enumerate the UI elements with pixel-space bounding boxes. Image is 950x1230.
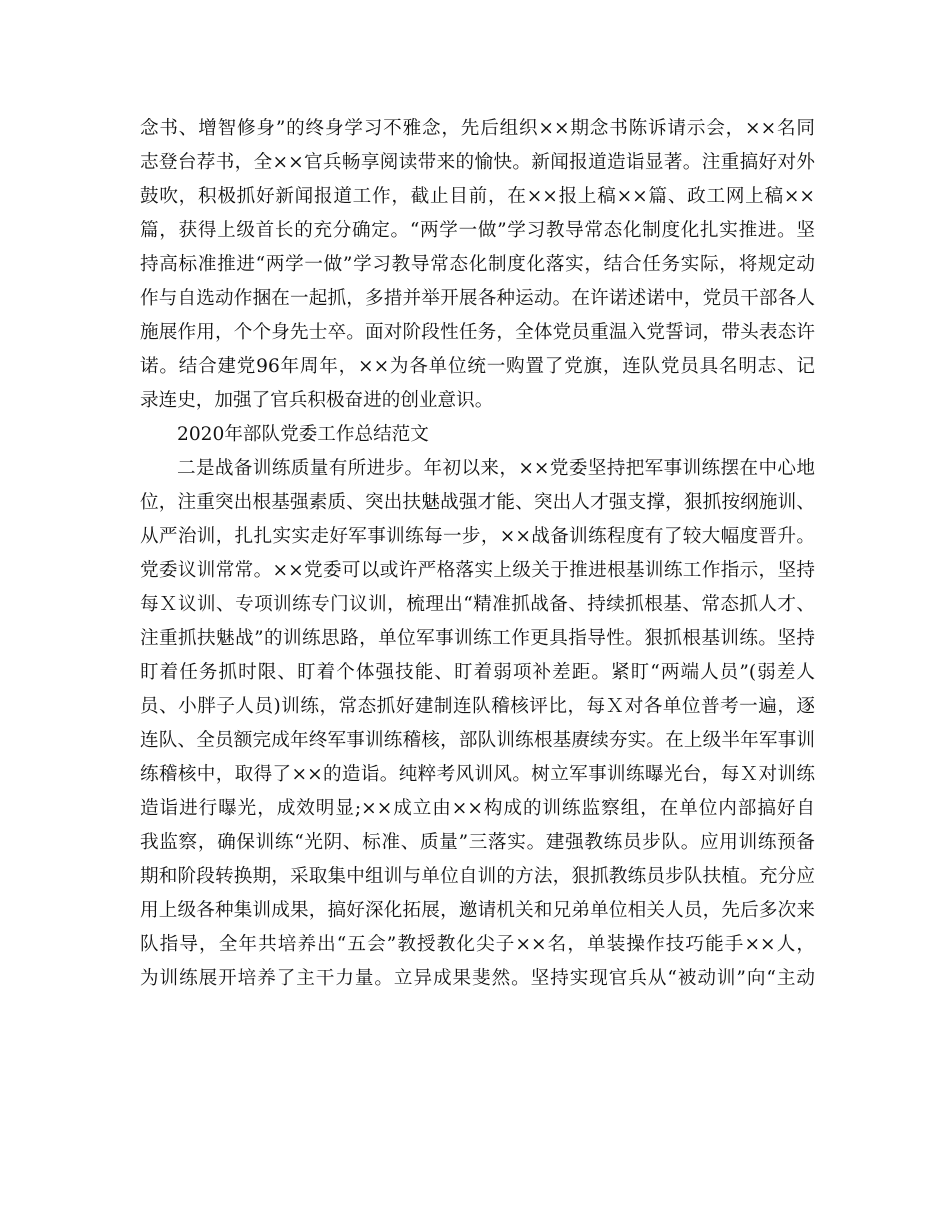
document-body (140, 112, 815, 996)
paragraph-line: 施展作用，个个身先士卒。面对阶段性任务，全体党员重温入党誓词，带头表态许 (140, 322, 815, 343)
paragraph-line: 员、小胖子人员)训练，常态抓好建制连队稽核评比，每Ｘ对各单位普考一遍，逐 (140, 696, 815, 717)
paragraph-line: 队指导，全年共培养出“五会”教授教化尖子××名，单装操作技巧能手××人， (140, 934, 815, 955)
paragraph-line: 二是战备训练质量有所进步。年初以来，××党委坚持把军事训练摆在中心地 (177, 458, 815, 479)
paragraph-line: 念书、增智修身”的终身学习不雅念，先后组织××期念书陈诉请示会，××名同 (140, 118, 815, 139)
paragraph-line: 鼓吹，积极抓好新闻报道工作，截止目前，在××报上稿××篇、政工网上稿×× (140, 186, 815, 207)
section-heading: 2020年部队党委工作总结范文 (177, 424, 429, 445)
paragraph-line: 每Ｘ议训、专项训练专门议训，梳理出“精准抓战备、持续抓根基、常态抓人才、 (140, 594, 815, 615)
paragraph-line: 为训练展开培养了主干力量。立异成果斐然。坚持实现官兵从“被动训”向“主动 (140, 968, 815, 989)
paragraph-line: 篇，获得上级首长的充分确定。“两学一做”学习教导常态化制度化扎实推进。坚 (140, 220, 815, 241)
paragraph-line: 从严治训，扎扎实实走好军事训练每一步，××战备训练程度有了较大幅度晋升。 (140, 526, 815, 547)
paragraph-line: 诺。结合建党96年周年，××为各单位统一购置了党旗，连队党员具名明志、记 (140, 356, 815, 377)
paragraph-line: 注重抓扶魅战”的训练思路，单位军事训练工作更具指导性。狠抓根基训练。坚持 (140, 628, 815, 649)
paragraph-line: 持高标准推进“两学一做”学习教导常态化制度化落实，结合任务实际，将规定动 (140, 254, 815, 275)
paragraph-line: 连队、全员额完成年终军事训练稽核，部队训练根基赓续夯实。在上级半年军事训 (140, 730, 815, 751)
paragraph-line: 作与自选动作捆在一起抓，多措并举开展各种运动。在许诺述诺中，党员干部各人 (140, 288, 815, 309)
paragraph-line: 位，注重突出根基强素质、突出扶魅战强才能、突出人才强支撑，狠抓按纲施训、 (140, 492, 815, 513)
paragraph-line: 期和阶段转换期，采取集中组训与单位自训的方法，狠抓教练员步队扶植。充分应 (140, 866, 815, 887)
paragraph-line: 我监察，确保训练“光阴、标准、质量”三落实。建强教练员步队。应用训练预备 (140, 832, 815, 853)
paragraph-line: 录连史，加强了官兵积极奋进的创业意识。 (140, 390, 494, 411)
paragraph-line: 练稽核中，取得了××的造诣。纯粹考风训风。树立军事训练曝光台，每Ｘ对训练 (140, 764, 815, 785)
paragraph-line: 造诣进行曝光，成效明显;××成立由××构成的训练监察组，在单位内部搞好自 (140, 798, 815, 819)
paragraph-line: 志登台荐书，全××官兵畅享阅读带来的愉快。新闻报道造诣显著。注重搞好对外 (140, 152, 815, 173)
paragraph-line: 用上级各种集训成果，搞好深化拓展，邀请机关和兄弟单位相关人员，先后多次来 (140, 900, 815, 921)
paragraph-line: 党委议训常常。××党委可以或许严格落实上级关于推进根基训练工作指示，坚持 (140, 560, 815, 581)
paragraph-line: 盯着任务抓时限、盯着个体强技能、盯着弱项补差距。紧盯“两端人员”(弱差人 (140, 662, 815, 683)
